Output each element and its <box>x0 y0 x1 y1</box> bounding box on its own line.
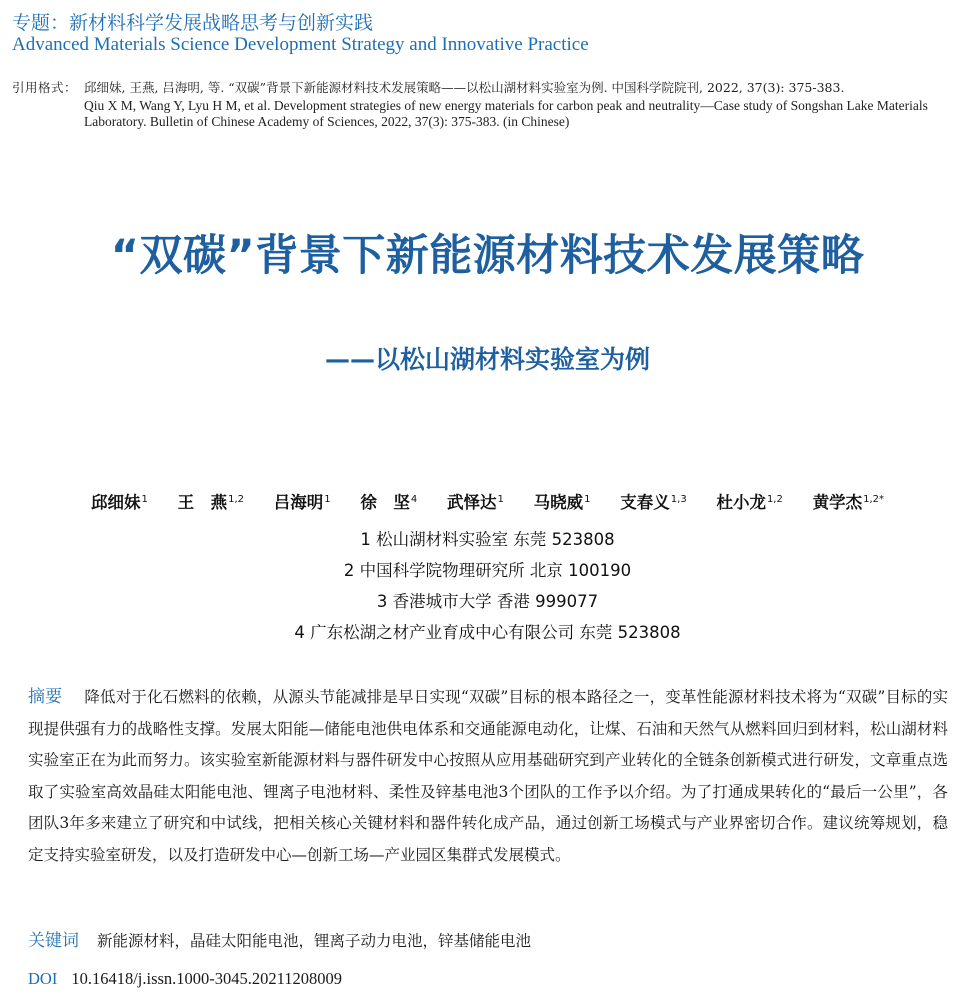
affiliation: 2 中国科学院物理研究所 北京 100190 <box>343 561 632 580</box>
author-list <box>0 489 975 513</box>
special-topic-cn: 专题：新材料科学发展战略思考与创新实践 <box>12 12 374 34</box>
author-name: 王 燕 <box>177 493 228 512</box>
author <box>813 493 884 512</box>
keywords-text: 新能源材料，晶硅太阳能电池，锂离子动力电池，锌基储能电池 <box>97 932 532 950</box>
affiliation: 3 香港城市大学 香港 999077 <box>376 592 599 611</box>
affiliation: 1 松山湖材料实验室 东莞 523808 <box>360 530 615 549</box>
affiliation-list <box>0 526 975 650</box>
author <box>91 493 148 512</box>
author-affiliation-mark: 1 <box>324 493 331 505</box>
author <box>178 493 244 512</box>
author <box>716 493 782 512</box>
author-name: 杜小龙 <box>716 493 766 512</box>
doi <box>28 969 342 989</box>
author <box>534 493 591 512</box>
citation-cn: 邱细妹, 王燕, 吕海明, 等. “双碳”背景下新能源材料技术发展策略——以松山湖材料实验室为例. 中国科学院院刊, 2022, 37(3): 375-383. <box>84 80 845 95</box>
author-affiliation-mark: 1 <box>584 493 591 505</box>
author-affiliation-mark: 1,2 <box>228 493 245 505</box>
author-name: 武怿达 <box>447 493 497 512</box>
article-subtitle: ——以松山湖材料实验室为例 <box>324 345 650 374</box>
author <box>447 493 504 512</box>
author-affiliation-mark: 4 <box>410 493 418 505</box>
author-affiliation-mark: 1 <box>497 493 504 505</box>
author-affiliation-mark: 1,2 <box>766 493 783 505</box>
author-name: 徐 坚 <box>360 493 410 512</box>
affiliation: 4 广东松湖之材产业育成中心有限公司 东莞 523808 <box>294 623 681 642</box>
author <box>360 493 417 512</box>
author-name: 邱细妹 <box>91 493 141 512</box>
author-name: 吕海明 <box>273 493 324 512</box>
doi-label: DOI <box>28 969 58 988</box>
author <box>274 493 331 512</box>
author <box>620 493 686 512</box>
keywords <box>28 926 531 951</box>
keywords-label: 关键词 <box>28 931 79 951</box>
article-title: “双碳”背景下新能源材料技术发展策略 <box>110 231 865 281</box>
citation-label: 引用格式： <box>12 80 78 95</box>
author-name: 马晓威 <box>533 493 584 512</box>
abstract <box>28 682 948 871</box>
author-affiliation-mark: 1 <box>141 493 148 505</box>
abstract-text: 降低对于化石燃料的依赖，从源头节能减排是早日实现“双碳”目标的根本路径之一，变革性能源材料技术将为“双碳”目标的实现提供强有力的战略性支撑。发展太阳能—储能电池供电体系和交通能源电动化，让煤、石油和天然气从燃料回归到材料，松山湖材料实验室正在为此而努力。该实验室新能源材料与器件研发中心按照从应用基础研究到产业转化的全链条创新模式进行研发，文章重点选取了实验室高效晶硅太阳能电池、锂离子电池材料、柔性及锌基电池3个团队的工作予以介绍。为了打通成果转化的“最后一公里”，各团队3年多来建立了研究和中试线，把相关核心关键材料和器件转化成产品，通过创新工场模式与产业界密切合作。建议统筹规划，稳定支持实验室研发，以及打造研发中心—创新工场—产业园区集群式发展模式。 <box>28 688 948 864</box>
special-topic-en: Advanced Materials Science Development Strategy and Innovative Practice <box>12 34 589 55</box>
author-affiliation-mark: 1,3 <box>670 493 687 505</box>
abstract-label: 摘要 <box>28 687 63 707</box>
author-name: 支春义 <box>620 493 670 512</box>
citation-block <box>12 80 962 130</box>
doi-value[interactable]: 10.16418/j.issn.1000-3045.20211208009 <box>71 969 343 988</box>
citation-en: Qiu X M, Wang Y, Lyu H M, et al. Development strategies of new energy materials for carbon peak and neutrality—Case study of Songshan Lake Materials Laboratory. Bulletin of Chinese Academy of Sciences, 2022, 37(3): 375-383. (in Chinese) <box>84 98 928 129</box>
author-name: 黄学杰 <box>812 493 863 512</box>
author-affiliation-mark: 1,2* <box>863 493 884 505</box>
